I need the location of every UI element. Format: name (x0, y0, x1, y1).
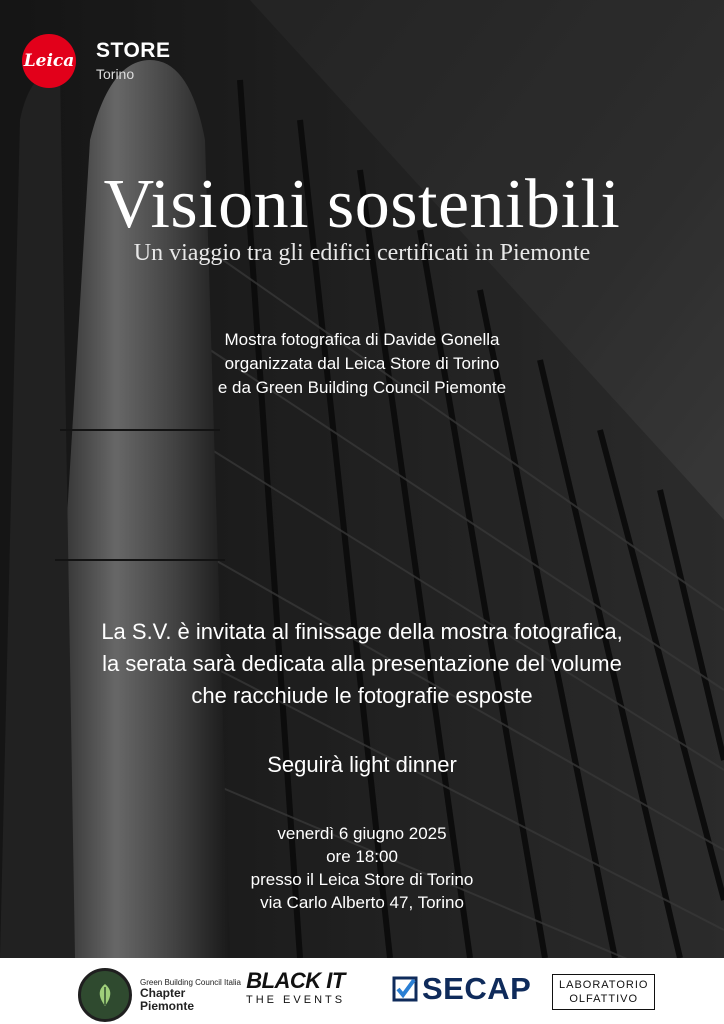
event-address: via Carlo Alberto 47, Torino (260, 893, 464, 912)
invitation-text (0, 616, 724, 712)
dinner-note: Seguirà light dinner (267, 752, 457, 777)
sponsor-bar (0, 958, 724, 1024)
event-title: Visioni sostenibili (103, 166, 621, 243)
invitation-line: La S.V. è invitata al finissage della mostra fotografica, (101, 619, 623, 644)
event-subtitle: Un viaggio tra gli edifici certificati in Piemonte (133, 240, 591, 266)
leaf-icon (91, 981, 119, 1009)
credit-line: Mostra fotografica di Davide Gonella (224, 330, 500, 349)
gbc-text (140, 978, 241, 1013)
laboratorio-olfattivo-logo (552, 974, 655, 1010)
gbc-region: Piemonte (140, 998, 195, 1013)
brand-store: STORE (96, 39, 171, 62)
leica-logo (22, 34, 76, 88)
exhibition-credits (0, 328, 724, 400)
leica-logo-text: Leica (23, 51, 75, 71)
event-venue: presso il Leica Store di Torino (250, 870, 474, 889)
invitation-line: che racchiude le fotografie esposte (191, 683, 533, 708)
blackit-logo (246, 970, 345, 1006)
leica-store-brand (22, 34, 170, 88)
secap-logo (392, 973, 531, 1005)
credit-line: e da Green Building Council Piemonte (217, 378, 507, 397)
blackit-tagline: THE EVENTS (246, 994, 346, 1006)
lab-line: OLFATTIVO (569, 993, 639, 1005)
secap-name: SECAP (422, 971, 532, 1006)
lab-line: LABORATORIO (559, 979, 649, 991)
check-square-icon (392, 976, 418, 1002)
brand-city: Torino (96, 66, 135, 82)
event-time: ore 18:00 (326, 847, 398, 866)
event-date: venerdì 6 giugno 2025 (277, 824, 447, 843)
credit-line: organizzata dal Leica Store di Torino (224, 354, 500, 373)
gbc-piemonte-logo (78, 968, 241, 1022)
invitation-line: la serata sarà dedicata alla presentazione del volume (102, 651, 622, 676)
gbc-chapter: Chapter (140, 985, 186, 1000)
blackit-name: BLACK IT (246, 968, 345, 993)
gbc-seal (78, 968, 132, 1022)
brand-text (96, 40, 170, 82)
gbc-org: Green Building Council Italia (140, 977, 241, 987)
event-details (0, 822, 724, 914)
